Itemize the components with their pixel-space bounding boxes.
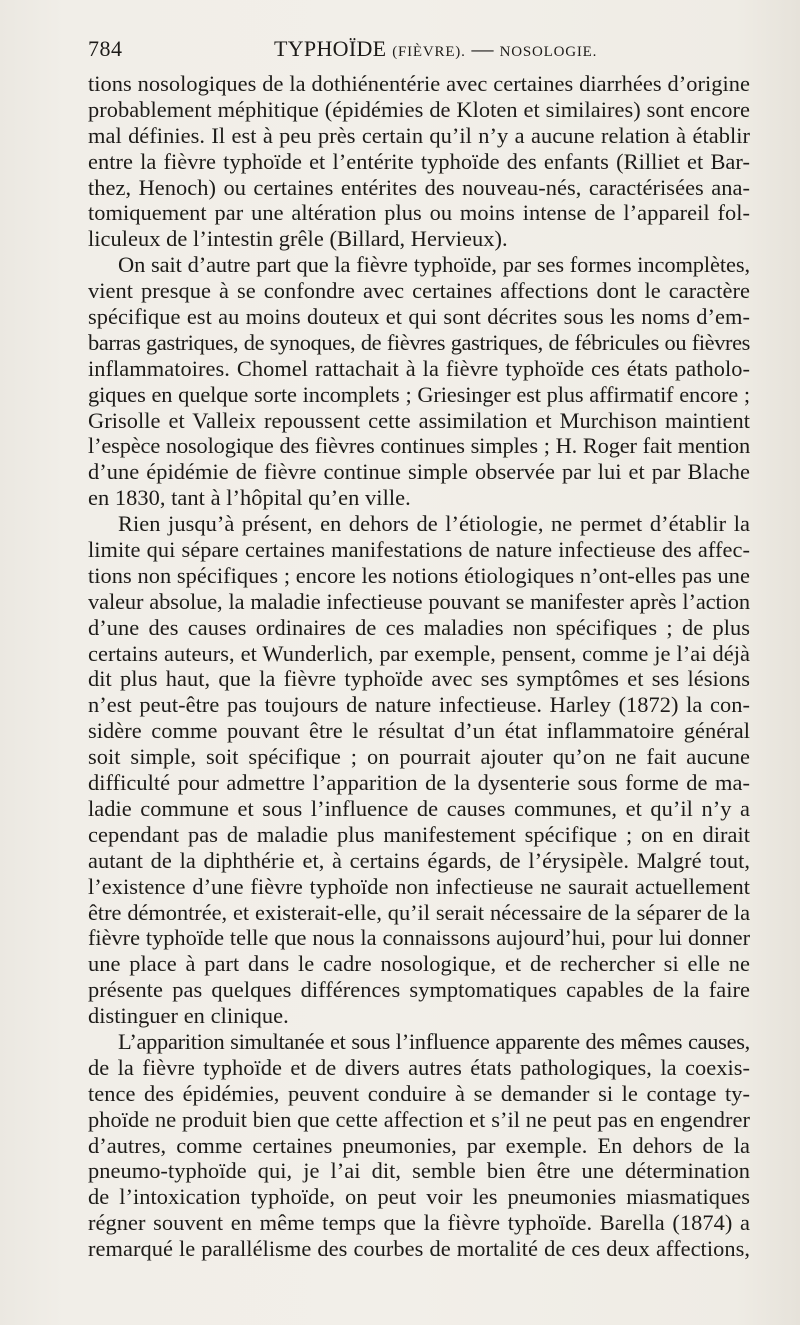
text-line: L’apparition simultanée et sous l’influence apparente des mêmes causes, [118, 1028, 750, 1054]
text-line: Grisolle et Valleix repoussent cette assimilation et Murchison maintient [88, 407, 750, 433]
paragraph [88, 1029, 750, 1262]
text-line: valeur absolue, la maladie infectieuse pouvant se manifester après l’action [88, 588, 750, 614]
running-title [274, 36, 597, 62]
text-line: ladie commune et sous l’influence de causes communes, et qu’il n’y a [88, 795, 750, 821]
text-line: autant de la diphthérie et, à certains égards, de l’érysipèle. Malgré tout, [88, 847, 750, 873]
running-title-main: TYPHOÏDE [274, 36, 387, 61]
text-line: tions nosologiques de la dothiénentérie avec certaines diarrhées d’origine [88, 71, 750, 96]
running-title-dash: — [471, 36, 494, 61]
text-line: présente pas quelques différences symptomatiques capables de la faire [88, 977, 750, 1003]
running-header [88, 36, 748, 68]
text-line: remarqué le parallélisme des courbes de mortalité de ces deux affections, [88, 1236, 750, 1262]
text-line: mal définies. Il est à peu près certain qu’il n’y a aucune relation à établir [88, 122, 750, 148]
text-line: certains auteurs, et Wunderlich, par exemple, pensent, comme je l’ai déjà [88, 640, 750, 666]
text-line: tomiquement par une altération plus ou moins intense de l’appareil fol- [88, 200, 750, 226]
text-line: tions non spécifiques ; encore les notions étiologiques n’ont-elles pas une [88, 562, 750, 588]
paragraph [88, 71, 750, 252]
text-line: barras gastriques, de synoques, de fièvres gastriques, de fébricules ou fièvres [88, 329, 750, 355]
text-line: giques en quelque sorte incomplets ; Griesinger est plus affirmatif encore ; [88, 381, 750, 407]
text-line: de la fièvre typhoïde et de divers autres états pathologiques, la coexis- [88, 1054, 750, 1080]
text-line: n’est peut-être pas toujours de nature infectieuse. Harley (1872) la con- [88, 692, 750, 718]
text-line: distinguer en clinique. [88, 1003, 289, 1029]
text-line: dit plus haut, que la fièvre typhoïde avec ses symptômes et ses lésions [88, 666, 750, 692]
text-line: liculeux de l’intestin grêle (Billard, Hervieux). [88, 226, 508, 252]
text-line: d’une des causes ordinaires de ces maladies non spécifiques ; de plus [88, 614, 750, 640]
page-number: 784 [88, 36, 123, 61]
text-line: pneumo-typhoïde qui, je l’ai dit, semble bien être une détermination [88, 1158, 750, 1184]
text-line: inflammatoires. Chomel rattachait à la fièvre typhoïde ces états patholo- [88, 355, 750, 381]
text-line: fièvre typhoïde telle que nous la connaissons aujourd’hui, pour lui donner [88, 925, 750, 951]
text-line: phoïde ne produit bien que cette affection et s’il ne peut pas en engendrer [88, 1106, 750, 1132]
body-text [88, 71, 750, 1262]
text-line: cependant pas de maladie plus manifestement spécifique ; on en dirait [88, 821, 750, 847]
text-line: thez, Henoch) ou certaines entérites des nouveau-nés, caractérisées ana- [88, 174, 750, 200]
text-line: régner souvent en même temps que la fièvre typhoïde. Barella (1874) a [88, 1210, 750, 1236]
text-line: probablement méphitique (épidémies de Kloten et similaires) sont encore [88, 96, 750, 122]
text-line: l’existence d’une fièvre typhoïde non infectieuse ne saurait actuellement [88, 873, 750, 899]
text-line: l’espèce nosologique des fièvres continues simples ; H. Roger fait mention [88, 433, 750, 459]
text-line: sidère comme pouvant être le résultat d’un état inflammatoire général [88, 718, 750, 744]
text-line: entre la fièvre typhoïde et l’entérite typhoïde des enfants (Rilliet et Bar- [88, 148, 750, 174]
paragraph [88, 252, 750, 511]
text-line: d’autres, comme certaines pneumonies, par exemple. En dehors de la [88, 1132, 750, 1158]
text-line: en 1830, tant à l’hôpital qu’en ville. [88, 485, 411, 511]
text-line: d’une épidémie de fièvre continue simple observée par lui et par Blache [88, 459, 750, 485]
text-line: Rien jusqu’à présent, en dehors de l’étiologie, ne permet d’établir la [118, 511, 750, 537]
running-title-section: NOSOLOGIE. [499, 44, 598, 60]
text-line: être démontrée, et existerait-elle, qu’il serait nécessaire de la séparer de la [88, 899, 750, 925]
text-line: spécifique est au moins douteux et qui sont décrites sous les noms d’em- [88, 304, 750, 330]
text-line: de l’intoxication typhoïde, on peut voir les pneumonies miasmatiques [88, 1184, 750, 1210]
text-line: On sait d’autre part que la fièvre typhoïde, par ses formes incomplètes, [118, 252, 750, 278]
text-line: limite qui sépare certaines manifestations de nature infectieuse des affec- [88, 537, 750, 563]
text-line: une place à part dans le cadre nosologique, et de rechercher si elle ne [88, 951, 750, 977]
text-line: difficulté pour admettre l’apparition de la dysenterie sous forme de ma- [88, 770, 750, 796]
paragraph [88, 511, 750, 1029]
text-line: soit simple, soit spécifique ; on pourrait ajouter qu’on ne fait aucune [88, 744, 750, 770]
running-title-qualifier: (FIÈVRE). [392, 44, 466, 60]
text-line: vient presque à se confondre avec certaines affections dont le caractère [88, 278, 750, 304]
text-line: tence des épidémies, peuvent conduire à se demander si le contage ty- [88, 1080, 750, 1106]
